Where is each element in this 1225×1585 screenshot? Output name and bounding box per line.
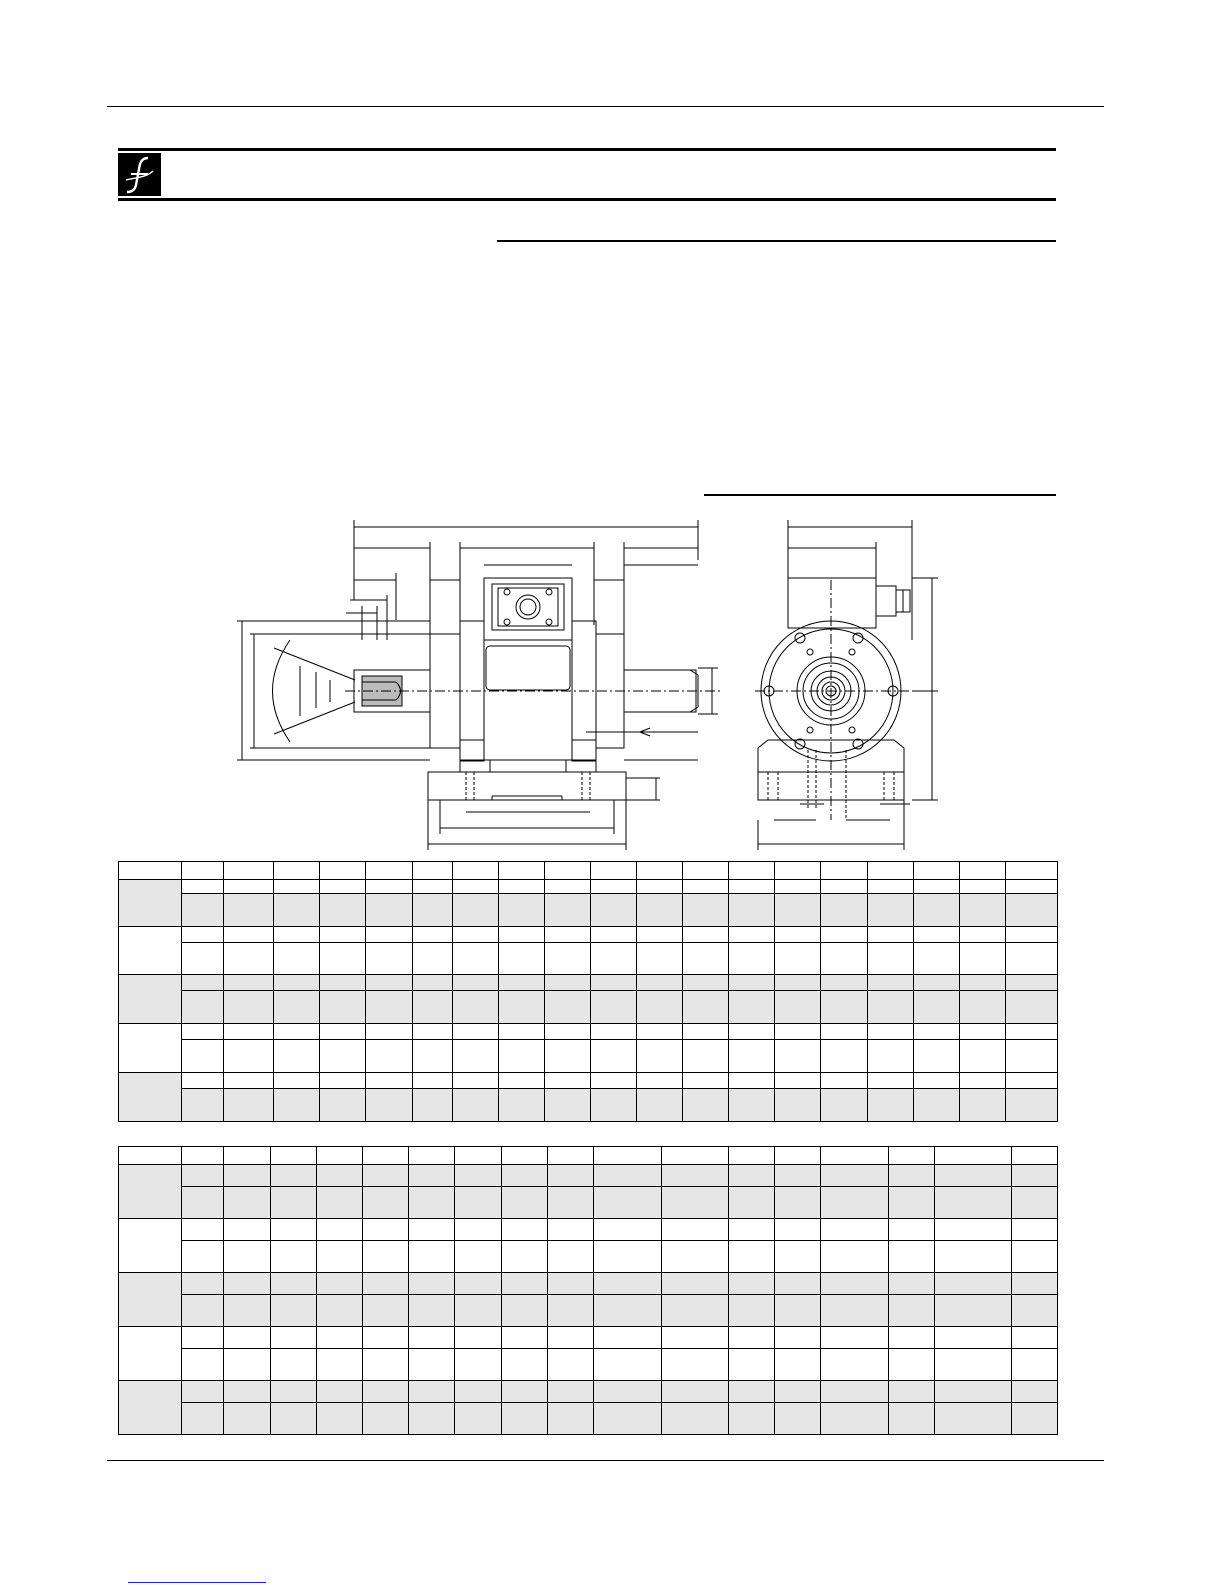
spec-table-2	[118, 1146, 1058, 1435]
footer-link-underline[interactable]	[128, 1582, 266, 1583]
dimension-drawing	[230, 515, 950, 855]
table-row	[119, 975, 1058, 991]
table-row	[119, 1327, 1058, 1349]
table-row	[119, 1165, 1058, 1187]
table-row	[119, 880, 1058, 894]
section-rule-description	[497, 240, 1056, 242]
table-row	[119, 1381, 1058, 1403]
table-row	[119, 991, 1058, 1024]
table-row	[119, 1273, 1058, 1295]
table-row	[119, 1349, 1058, 1381]
table-row	[119, 943, 1058, 975]
torque-sensor-end-view	[755, 520, 938, 850]
table-row	[119, 1187, 1058, 1219]
table-row	[119, 1073, 1058, 1089]
table-header-row	[119, 862, 1058, 880]
table-row	[119, 1295, 1058, 1327]
table-row	[119, 1024, 1058, 1040]
table-row	[119, 894, 1058, 927]
spec-table-1	[118, 861, 1058, 1122]
table-header-row	[119, 1147, 1058, 1165]
table-row	[119, 1089, 1058, 1122]
table-row	[119, 1241, 1058, 1273]
section-rule-dimensions	[704, 494, 1056, 496]
footer-rule	[107, 1460, 1104, 1461]
torque-sensor-side-view	[237, 520, 720, 850]
table-row	[119, 1040, 1058, 1073]
script-f-logo-icon	[118, 153, 161, 196]
banner-top-rule	[118, 148, 1056, 151]
table-row	[119, 1403, 1058, 1435]
banner-bottom-rule	[118, 198, 1056, 201]
table-row	[119, 1219, 1058, 1241]
table-row	[119, 927, 1058, 943]
header-rule	[107, 106, 1104, 107]
